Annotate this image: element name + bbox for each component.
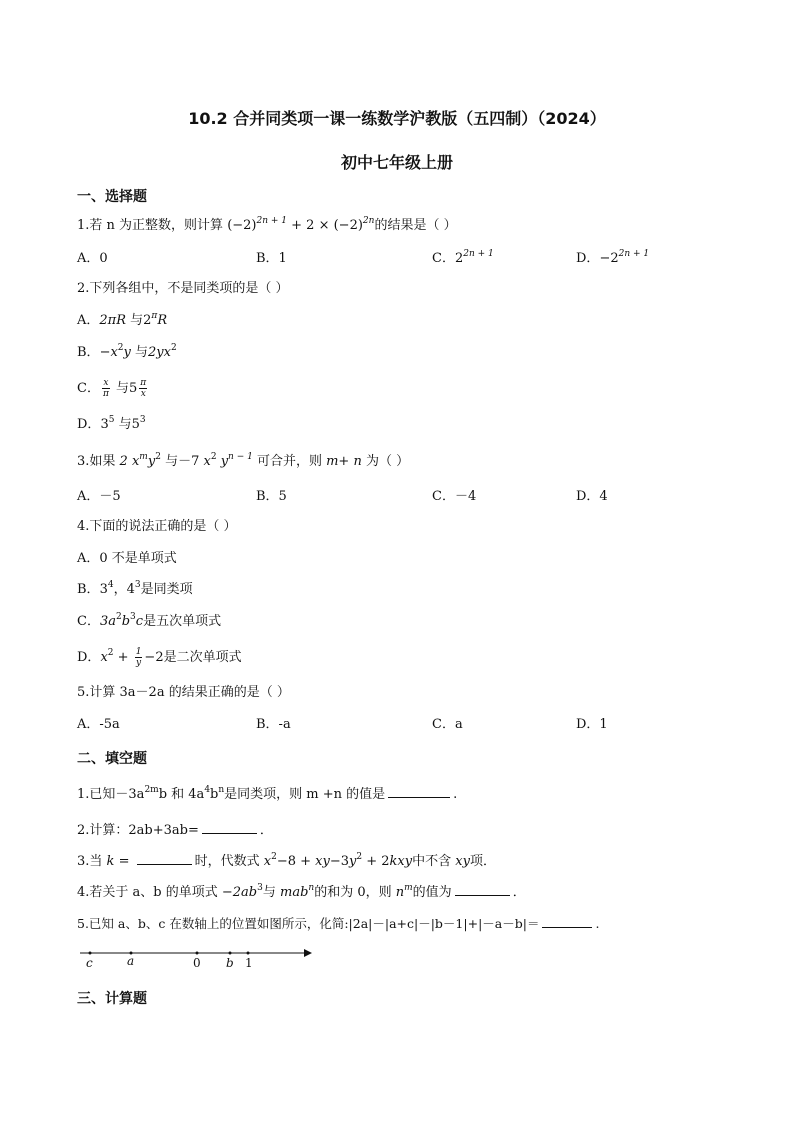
f5-b: . bbox=[595, 916, 600, 931]
q4-b2-exp: 3 bbox=[134, 580, 141, 590]
f4-with: 与 bbox=[262, 885, 280, 900]
question-2-stem: 2.下列各组中，不是同类项的是（ ） bbox=[77, 281, 289, 296]
f3-a: 3.当 bbox=[77, 854, 107, 869]
question-1-stem bbox=[77, 217, 457, 235]
title-line-2: 初中七年级上册 bbox=[340, 153, 453, 172]
number-line-point-b bbox=[229, 952, 232, 955]
q4-d-fraction bbox=[135, 647, 143, 668]
q2-d-label: D． bbox=[77, 417, 101, 432]
f2-a: 2.计算：2ab+3ab= bbox=[77, 823, 199, 838]
fill-2 bbox=[77, 821, 273, 840]
number-line-label-0: 0 bbox=[193, 956, 201, 970]
f4-a: 4.若关于 a、b 的单项式 bbox=[77, 885, 222, 900]
q3-t1-exp: m bbox=[139, 452, 148, 462]
number-line-arrow bbox=[304, 949, 312, 957]
q4-d-num: 1 bbox=[135, 647, 142, 657]
section-calculation: 三、计算题 bbox=[77, 991, 147, 1007]
f4-e1: −2ab bbox=[221, 885, 258, 900]
q2-c1-den: π bbox=[102, 389, 109, 399]
q3-t2-b-exp: n − 1 bbox=[228, 452, 253, 462]
fill-4 bbox=[77, 883, 526, 902]
q3-option-d: D．4 bbox=[576, 489, 608, 504]
f1-exp1: 2m bbox=[144, 785, 159, 795]
q3-mn: m+ n bbox=[326, 454, 362, 469]
fill-3 bbox=[77, 852, 496, 871]
f3-rest3: + 2 bbox=[362, 854, 390, 869]
fill-4-blank[interactable] bbox=[455, 883, 510, 896]
q3-t2: x bbox=[203, 454, 211, 469]
q4-b1-exp: 4 bbox=[107, 580, 114, 590]
q5-option-a: A．-5a bbox=[77, 717, 120, 732]
q2-d1: 3 bbox=[100, 417, 109, 432]
f3-x-exp: 2 bbox=[271, 852, 277, 862]
f4-c: 的值为 bbox=[412, 885, 452, 900]
q4-d-minus: −2 bbox=[144, 650, 164, 665]
f1-exp2: 4 bbox=[204, 785, 211, 795]
q2-a2-exp: π bbox=[151, 311, 158, 321]
fill-1-blank[interactable] bbox=[388, 785, 450, 798]
q3-tail-b: 为（ ） bbox=[361, 454, 410, 469]
q2-b1: −x bbox=[99, 345, 118, 360]
q1-d-exp: 2n + 1 bbox=[618, 249, 650, 259]
q4-option-c bbox=[77, 613, 221, 631]
fill-1 bbox=[77, 785, 457, 804]
q2-a2-tail: R bbox=[157, 313, 168, 328]
q5-option-d: D．1 bbox=[576, 717, 608, 732]
f3-rest2: −3 bbox=[329, 854, 350, 869]
q3-tail-a: 可合并，则 bbox=[252, 454, 327, 469]
q3-option-c: C．－4 bbox=[432, 489, 477, 504]
q3-t2-b: y bbox=[216, 454, 229, 469]
q1-c-base: 2 bbox=[454, 251, 464, 266]
q5-option-c: C．a bbox=[432, 717, 463, 732]
q2-b2-exp: 2 bbox=[170, 343, 177, 353]
q3-option-a: A．－5 bbox=[77, 489, 121, 504]
q2-c1-fraction bbox=[102, 378, 110, 399]
f4-n: n bbox=[395, 885, 405, 900]
q1-stem-b: 的结果是（ ） bbox=[374, 218, 457, 233]
q4-option-a: A．0 不是单项式 bbox=[77, 551, 177, 566]
question-5-stem: 5.计算 3a－2a 的结果正确的是（ ） bbox=[77, 685, 290, 700]
f4-d: ． bbox=[512, 885, 526, 900]
q2-d-with: 与 bbox=[114, 417, 132, 432]
q1-mid: + 2 × (−2) bbox=[287, 218, 363, 233]
q4-b2: 4 bbox=[126, 582, 135, 597]
q4-d-x-exp: 2 bbox=[107, 648, 114, 658]
f3-eq: = bbox=[114, 854, 134, 869]
q2-a2-base: 2 bbox=[143, 313, 152, 328]
q4-b-tail: 是同类项 bbox=[140, 582, 193, 597]
title-line-1: 10.2 合并同类项一课一练数学沪教版（五四制）（2024） bbox=[188, 109, 606, 128]
number-line-label-c: c bbox=[86, 956, 93, 970]
q2-c2: 5 bbox=[129, 381, 138, 396]
number-line bbox=[78, 942, 318, 976]
f3-y: y bbox=[349, 854, 357, 869]
q4-b-sep: ， bbox=[113, 582, 127, 597]
q2-b-with: 与 bbox=[130, 345, 149, 360]
q1-option-a: A．0 bbox=[77, 251, 108, 266]
f4-n-exp: m bbox=[404, 883, 413, 893]
f1-b: b 和 4a bbox=[158, 787, 205, 802]
fill-5 bbox=[77, 915, 599, 933]
q2-a-label: A． bbox=[77, 313, 100, 328]
q2-b1-exp: 2 bbox=[117, 343, 124, 353]
f3-x: x bbox=[263, 854, 272, 869]
q4-c-a: 3a bbox=[99, 614, 116, 629]
number-line-point-0 bbox=[196, 952, 199, 955]
f1-a: 1.已知－3a bbox=[77, 787, 145, 802]
q4-b1: 3 bbox=[99, 582, 108, 597]
q3-option-b: B．5 bbox=[256, 489, 287, 504]
f3-c: 中不含 bbox=[412, 854, 456, 869]
q2-a1: 2πR bbox=[99, 313, 126, 328]
q1-d-label: D． bbox=[576, 251, 600, 266]
q3-t2-exp: 2 bbox=[210, 452, 217, 462]
f5-a: 5.已知 a、b、c 在数轴上的位置如图所示，化简:|2a|－|a+c|－|b－1|+|－a－b|＝ bbox=[77, 916, 540, 931]
q4-option-d bbox=[77, 645, 242, 671]
q2-b1-tail: y bbox=[123, 345, 131, 360]
q4-d-plus: + bbox=[113, 650, 133, 665]
f1-e: . bbox=[453, 787, 458, 802]
f3-xy: xy bbox=[315, 854, 330, 869]
q4-c-b: b bbox=[121, 614, 131, 629]
number-line-point-1 bbox=[247, 952, 250, 955]
q1-d-base: −2 bbox=[599, 251, 619, 266]
f4-e2-exp: n bbox=[308, 883, 315, 893]
q2-option-a bbox=[77, 312, 167, 330]
q3-t1-b-exp: 2 bbox=[155, 452, 161, 462]
q1-exp2: 2n bbox=[362, 216, 375, 226]
q1-exp1: 2n + 1 bbox=[256, 216, 288, 226]
fill-3-blank[interactable] bbox=[137, 852, 192, 865]
number-line-label-a: a bbox=[127, 954, 135, 968]
q1-option-b: B．1 bbox=[256, 251, 287, 266]
f3-y-exp: 2 bbox=[356, 852, 363, 862]
q2-c2-fraction bbox=[139, 378, 147, 399]
q3-num: 3.如果 bbox=[77, 454, 120, 469]
q1-expr: (−2) bbox=[227, 218, 257, 233]
q2-a-with: 与 bbox=[126, 313, 144, 328]
f4-b: 的和为 0，则 bbox=[314, 885, 396, 900]
f3-d: 项． bbox=[469, 854, 496, 869]
q2-option-b bbox=[77, 344, 177, 362]
fill-2-blank[interactable] bbox=[202, 821, 257, 834]
q4-b-label: B． bbox=[77, 582, 100, 597]
q3-t1-b: y bbox=[147, 454, 156, 469]
q2-b-label: B． bbox=[77, 345, 100, 360]
q3-t1: 2 x bbox=[119, 454, 140, 469]
f4-e1-exp: 3 bbox=[257, 883, 263, 893]
q2-b2: 2yx bbox=[148, 345, 171, 360]
q4-d-label: D． bbox=[77, 650, 101, 665]
f1-d: 是同类项，则 m +n 的值是 bbox=[224, 787, 386, 802]
number-line-point-c bbox=[89, 952, 92, 955]
q5-option-b: B．-a bbox=[256, 717, 291, 732]
f3-k: k bbox=[106, 854, 115, 869]
q1-num: 1. bbox=[77, 218, 90, 233]
f3-xy2: xy bbox=[455, 854, 470, 869]
section-fill-blank: 二、填空题 bbox=[77, 751, 147, 767]
f3-kxy: kxy bbox=[389, 854, 413, 869]
f1-c: b bbox=[210, 787, 219, 802]
q4-d-den: y bbox=[136, 658, 142, 668]
q2-option-c bbox=[77, 376, 149, 402]
q2-d1-exp: 5 bbox=[108, 415, 115, 425]
q2-option-d bbox=[77, 416, 146, 434]
q2-d2-exp: 3 bbox=[139, 415, 146, 425]
q4-c-tail: 是五次单项式 bbox=[143, 614, 222, 629]
f2-b: ． bbox=[259, 823, 273, 838]
q4-c-label: C． bbox=[77, 614, 100, 629]
q2-c2-num: π bbox=[140, 378, 147, 388]
q1-option-c bbox=[432, 250, 494, 268]
q2-c-label: C． bbox=[77, 381, 100, 396]
q4-c-exp-b: 3 bbox=[130, 612, 136, 622]
q1-c-label: C． bbox=[432, 251, 455, 266]
q1-c-exp: 2n + 1 bbox=[463, 249, 494, 259]
question-3-stem bbox=[77, 453, 409, 471]
q3-with: 与－7 bbox=[160, 454, 204, 469]
q4-option-b bbox=[77, 581, 193, 599]
f1-exp3: n bbox=[218, 785, 225, 795]
fill-5-blank[interactable] bbox=[542, 915, 592, 928]
f3-rest1: −8 + bbox=[276, 854, 316, 869]
number-line-label-1: 1 bbox=[245, 956, 253, 970]
number-line-label-b: b bbox=[226, 956, 234, 970]
q4-c-c: c bbox=[135, 614, 144, 629]
q4-d-x: x bbox=[100, 650, 108, 665]
section-choice: 一、选择题 bbox=[77, 189, 147, 205]
q2-c-with: 与 bbox=[111, 381, 130, 396]
question-4-stem: 4.下面的说法正确的是（ ） bbox=[77, 519, 237, 534]
q1-stem-a: 若 n 为正整数，则计算 bbox=[89, 218, 224, 233]
q4-c-exp-a: 2 bbox=[115, 612, 122, 622]
f4-e2: mab bbox=[280, 885, 309, 900]
q4-d-tail: 是二次单项式 bbox=[163, 650, 242, 665]
q2-c2-den: x bbox=[140, 389, 146, 399]
f3-b: 时，代数式 bbox=[194, 854, 264, 869]
q2-d2: 5 bbox=[131, 417, 140, 432]
q2-c1-num: x bbox=[103, 378, 109, 388]
q1-option-d bbox=[576, 250, 649, 268]
